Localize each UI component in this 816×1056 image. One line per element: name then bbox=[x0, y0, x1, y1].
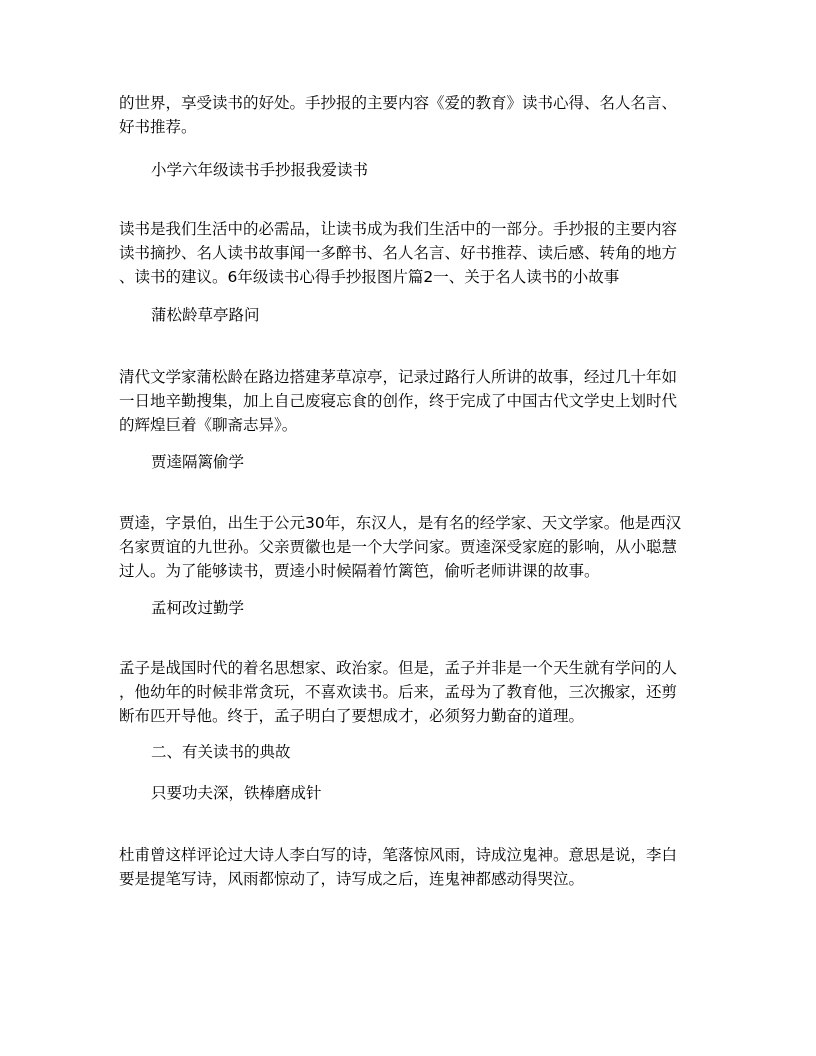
heading-reading-allusions: 二、有关读书的典故 bbox=[151, 743, 291, 761]
text-line: 孟子是战国时代的着名思想家、政治家。但是，孟子并非是一个天生就有学问的人 bbox=[119, 659, 678, 677]
text-line: 的世界，享受读书的好处。手抄报的主要内容《爱的教育》读书心得、名人名言、 bbox=[119, 94, 678, 112]
paragraph-intro bbox=[119, 91, 699, 139]
text-line: 读书是我们生活中的必需品，让读书成为我们生活中的一部分。手抄报的主要内容 bbox=[119, 220, 678, 238]
paragraph-mencius bbox=[119, 656, 699, 728]
heading-iron-rod: 只要功夫深，铁棒磨成针 bbox=[151, 784, 322, 802]
text-line: 一日地辛勤搜集，加上自己废寝忘食的创作，终于完成了中国古代文学史上划时代 bbox=[119, 392, 678, 410]
heading-reading-newspaper: 小学六年级读书手抄报我爱读书 bbox=[151, 161, 369, 179]
heading-jia-kui: 贾逵隔篱偷学 bbox=[151, 453, 245, 471]
heading-mencius: 孟柯改过勤学 bbox=[151, 599, 245, 617]
text-line: ，他幼年的时候非常贪玩，不喜欢读书。后来，孟母为了教育他，三次搬家，还剪 bbox=[119, 683, 678, 701]
text-line: 杜甫曾这样评论过大诗人李白写的诗，笔落惊风雨，诗成泣鬼神。意思是说，李白 bbox=[119, 846, 678, 864]
text-line: 断布匹开导他。终于，孟子明白了要想成才，必须努力勤奋的道理。 bbox=[119, 707, 585, 725]
paragraph-pu-songling bbox=[119, 365, 699, 437]
paragraph-du-fu bbox=[119, 843, 699, 891]
text-line: 过人。为了能够读书，贾逵小时候隔着竹篱笆，偷听老师讲课的故事。 bbox=[119, 562, 600, 580]
paragraph-reading-necessity bbox=[119, 217, 699, 289]
text-line: 名家贾谊的九世孙。父亲贾徽也是一个大学问家。贾逵深受家庭的影响，从小聪慧 bbox=[119, 538, 678, 556]
text-line: 好书推荐。 bbox=[119, 118, 197, 136]
paragraph-jia-kui bbox=[119, 511, 699, 583]
text-line: 的辉煌巨着《聊斋志异》。 bbox=[119, 416, 298, 434]
text-line: 读书摘抄、名人读书故事闻一多醉书、名人名言、好书推荐、读后感、转角的地方 bbox=[119, 244, 678, 262]
text-line: 要是提笔写诗，风雨都惊动了，诗写成之后，连鬼神都感动得哭泣。 bbox=[119, 870, 585, 888]
text-line: 贾逵，字景伯，出生于公元30年，东汉人，是有名的经学家、天文学家。他是西汉 bbox=[119, 514, 682, 532]
text-line: 清代文学家蒲松龄在路边搭建茅草凉亭，记录过路行人所讲的故事，经过几十年如 bbox=[119, 368, 678, 386]
text-line: 、读书的建议。6年级读书心得手抄报图片篇2一、关于名人读书的小故事 bbox=[119, 268, 620, 286]
heading-pu-songling: 蒲松龄草亭路问 bbox=[151, 306, 260, 324]
